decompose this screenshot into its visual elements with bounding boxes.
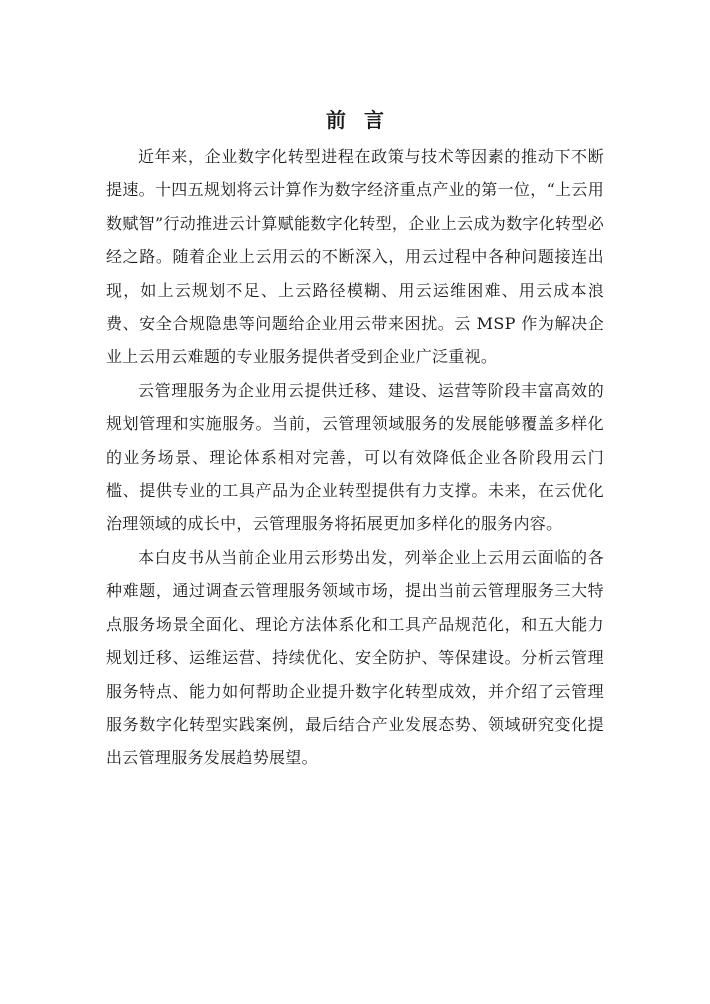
- paragraph-3: 本白皮书从当前企业用云形势出发，列举企业上云用云面临的各种难题，通过调查云管理服务领域市场，提出当前云管理服务三大特点服务场景全面化、理论方法体系化和工具产品规范化，和五大能力规划迁移、运维运营、持续优化、安全防护、等保建设。分析云管理服务特点、能力如何帮助企业提升数字化转型成效，并介绍了云管理服务数字化转型实践案例，最后结合产业发展态势、领域研究变化提出云管理服务发展趋势展望。: [106, 547, 604, 768]
- paragraph-2: 云管理服务为企业用云提供迁移、建设、运营等阶段丰富高效的规划管理和实施服务。当前，云管理领域服务的发展能够覆盖多样化的业务场景、理论体系相对完善，可以有效降低企业各阶段用云门槛、提供专业的工具产品为企业转型提供有力支撑。未来，在云优化治理领域的成长中，云管理服务将拓展更加多样化的服务内容。: [106, 380, 604, 534]
- body-text: [106, 140, 604, 775]
- paragraph-1: 近年来，企业数字化转型进程在政策与技术等因素的推动下不断提速。十四五规划将云计算作为数字经济重点产业的第一位，“上云用数赋智”行动推进云计算赋能数字化转型，企业上云成为数字化转型必经之路。随着企业上云用云的不断深入，用云过程中各种问题接连出现，如上云规划不足、上云路径模糊、用云运维困难、用云成本浪费、安全合规隐患等问题给企业用云带来困扰。云 MSP 作为解决企业上云用云难题的专业服务提供者受到企业广泛重视。: [106, 147, 604, 367]
- page-title: 前言: [326, 108, 402, 132]
